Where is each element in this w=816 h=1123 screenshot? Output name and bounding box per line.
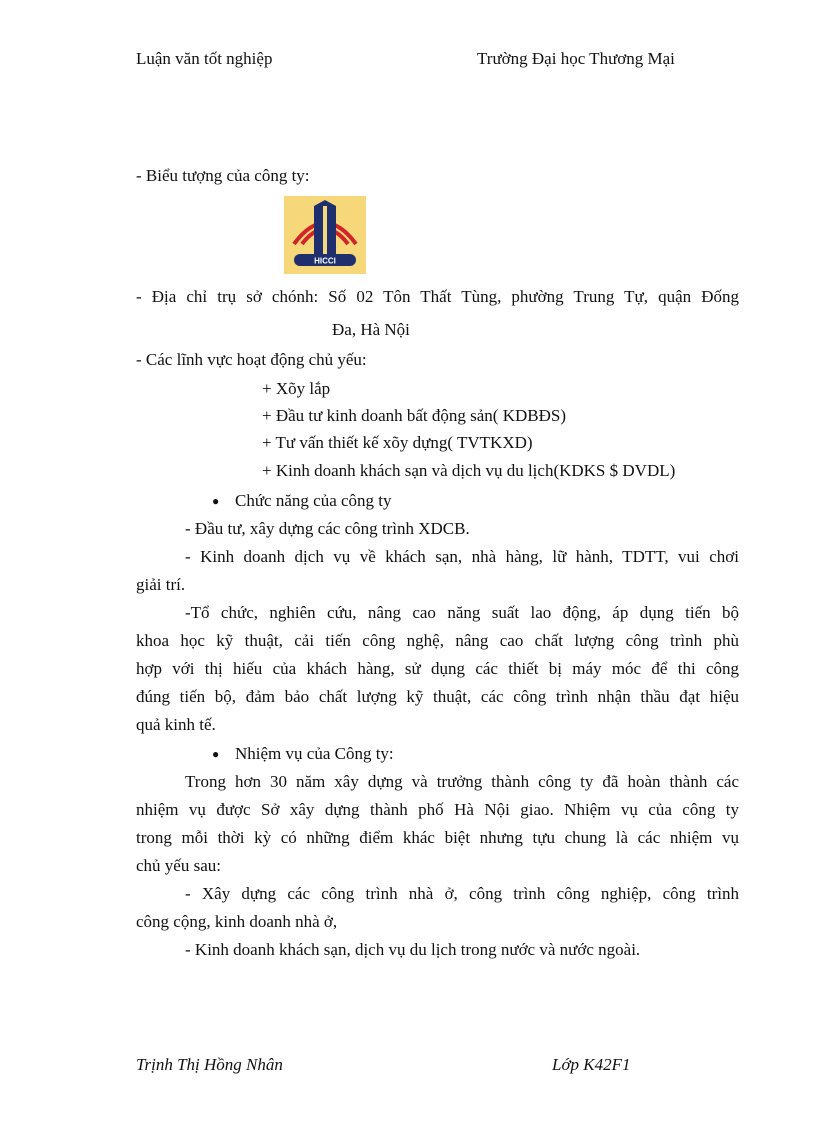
header-left: Luận văn tốt nghiệp <box>136 49 273 68</box>
function-item: đúng tiến bộ, đảm bảo chất lượng kỹ thuật, các công trình nhận thầu đạt hiệu <box>136 687 739 706</box>
address-line-1: - Địa chỉ trụ sở chónh: Số 02 Tôn Thất Tùng, phường Trung Tự, quận Đống <box>136 287 739 306</box>
logo-building-gap <box>323 206 327 254</box>
duties-line: công cộng, kinh doanh nhà ở, <box>136 912 338 931</box>
logo-text: HICCI <box>314 256 336 266</box>
duties-line: chủ yếu sau: <box>136 856 221 875</box>
field-item: + Xõy lắp <box>262 379 331 398</box>
duties-line: - Xây dựng các công trình nhà ở, công trình công nghiệp, công trình <box>185 884 739 903</box>
duties-title: Nhiệm vụ của Công ty: <box>235 744 394 763</box>
field-item: + Kinh doanh khách sạn và dịch vụ du lịch(KDKS $ DVDL) <box>262 461 676 480</box>
address-line-2: Đa, Hà Nội <box>332 320 410 339</box>
footer-class: Lớp K42F1 <box>552 1055 631 1074</box>
logo-label: - Biểu tượng của công ty: <box>136 166 310 185</box>
footer-author: Trịnh Thị Hồng Nhân <box>136 1055 283 1074</box>
function-item: - Đầu tư, xây dựng các công trình XDCB. <box>185 519 470 538</box>
duties-line: - Kinh doanh khách sạn, dịch vụ du lịch trong nước và nước ngoài. <box>185 940 641 959</box>
function-item: khoa học kỹ thuật, cải tiến công nghệ, nâng cao chất lượng công trình phù <box>136 631 739 650</box>
field-item: + Đầu tư kinh doanh bất động sản( KDBĐS) <box>262 406 566 425</box>
function-item: -Tổ chức, nghiên cứu, nâng cao năng suất lao động, áp dụng tiến bộ <box>185 603 739 622</box>
field-item: + Tư vấn thiết kế xõy dựng( TVTKXD) <box>262 433 533 452</box>
function-item: - Kinh doanh dịch vụ về khách sạn, nhà hàng, lữ hành, TDTT, vui chơi <box>185 547 739 566</box>
duties-line: Trong hơn 30 năm xây dựng và trưởng thành công ty đã hoàn thành các <box>185 772 739 791</box>
bullet-icon: ● <box>212 747 220 761</box>
bullet-icon: ● <box>212 494 220 508</box>
function-item: quả kinh tế. <box>136 715 216 734</box>
function-item: hợp với thị hiếu của khách hàng, sử dụng các thiết bị máy móc để thi công <box>136 659 739 678</box>
functions-title: Chức năng của công ty <box>235 491 392 510</box>
function-item: giải trí. <box>136 575 186 594</box>
duties-line: trong mỗi thời kỳ có những điểm khác biệt nhưng tựu chung là các nhiệm vụ <box>136 828 739 847</box>
company-logo <box>284 196 366 274</box>
header-right: Trường Đại học Thương Mại <box>477 49 675 68</box>
fields-title: - Các lĩnh vực hoạt động chủ yếu: <box>136 350 367 369</box>
duties-line: nhiệm vụ được Sở xây dựng thành phố Hà Nội giao. Nhiệm vụ của công ty <box>136 800 739 819</box>
